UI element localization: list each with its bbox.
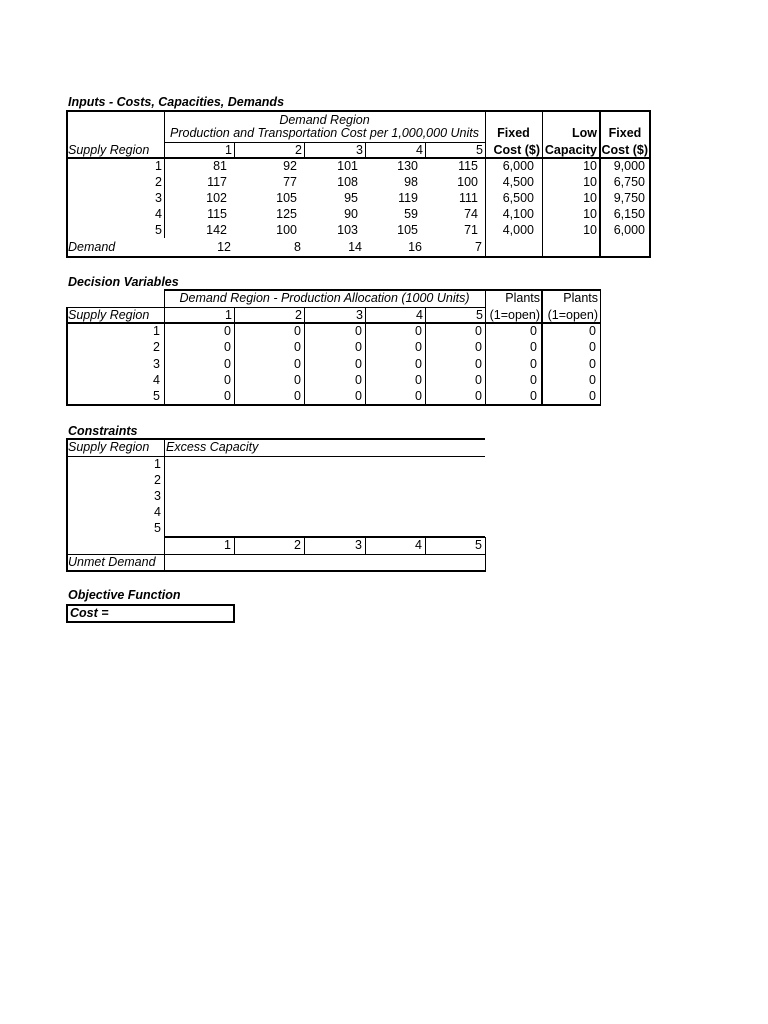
allocation-cell: 0 [294, 389, 301, 403]
cost-cell: 105 [276, 191, 297, 205]
objective-function-section-title: Objective Function [68, 588, 181, 602]
supply-region-label: 1 [155, 159, 162, 173]
allocation-cell: 0 [224, 324, 231, 338]
grid-line [304, 142, 305, 158]
allocation-cell: 0 [415, 373, 422, 387]
grid-line [66, 404, 601, 406]
grid-line [234, 537, 235, 554]
supply-region-header: Supply Region [68, 143, 150, 157]
allocation-header: Demand Region - Production Allocation (1000 Units) [179, 291, 470, 305]
low-capacity-cell: 10 [583, 159, 597, 173]
cost-cell: 100 [276, 223, 297, 237]
allocation-cell: 0 [415, 357, 422, 371]
grid-line [66, 256, 651, 258]
cost-cell: 59 [404, 207, 418, 221]
cost-header-line1: Demand Region [279, 113, 370, 127]
supply-region-header: Supply Region [68, 440, 150, 454]
demand-region-column-header: 4 [416, 143, 423, 157]
demand-region-column-header: 3 [356, 143, 363, 157]
grid-line [304, 537, 305, 554]
plant-open-cell: 0 [530, 373, 537, 387]
grid-line [164, 111, 165, 238]
allocation-cell: 0 [355, 389, 362, 403]
fixed-cost-2-cell: 6,750 [613, 175, 645, 189]
grid-line [599, 111, 601, 257]
supply-region-label: 3 [155, 191, 162, 205]
demand-region-column-header: 1 [225, 308, 232, 322]
allocation-cell: 0 [475, 324, 482, 338]
supply-region-label: 4 [155, 207, 162, 221]
fixed-cost-cell: 4,100 [502, 207, 534, 221]
plant-open-cell: 0 [530, 357, 537, 371]
low-capacity-header: Capacity [544, 143, 597, 157]
plant-open-cell: 0 [589, 373, 596, 387]
allocation-cell: 0 [475, 340, 482, 354]
low-capacity-cell: 10 [583, 223, 597, 237]
allocation-cell: 0 [415, 324, 422, 338]
fixed-cost-header: Fixed [497, 126, 530, 140]
supply-region-label: 3 [153, 357, 160, 371]
cost-cell: 74 [464, 207, 478, 221]
cost-cell: 95 [344, 191, 358, 205]
grid-line [66, 307, 68, 406]
grid-line [365, 537, 366, 554]
demand-region-column-header: 4 [415, 538, 422, 552]
plant-open-cell: 0 [530, 324, 537, 338]
cost-cell: 119 [398, 191, 418, 205]
grid-line [485, 111, 486, 257]
plant-open-cell: 0 [530, 340, 537, 354]
grid-line [425, 142, 426, 158]
supply-region-header: Supply Region [68, 308, 150, 322]
demand-cell: 7 [475, 240, 482, 254]
demand-region-column-header: 4 [416, 308, 423, 322]
allocation-cell: 0 [475, 357, 482, 371]
cost-cell: 125 [276, 207, 297, 221]
cost-cell: 105 [397, 223, 418, 237]
allocation-cell: 0 [294, 340, 301, 354]
inputs-section-title: Inputs - Costs, Capacities, Demands [68, 95, 285, 109]
plant-open-cell: 0 [589, 389, 596, 403]
plant-open-cell: 0 [589, 324, 596, 338]
demand-label: Demand [68, 240, 116, 254]
allocation-cell: 0 [294, 373, 301, 387]
supply-region-label: 4 [153, 373, 160, 387]
grid-line [66, 570, 486, 572]
cost-cell: 92 [283, 159, 297, 173]
low-capacity-cell: 10 [583, 191, 597, 205]
grid-line [485, 554, 486, 571]
supply-region-label: 1 [154, 457, 161, 471]
grid-line [66, 157, 651, 159]
grid-line [234, 307, 235, 405]
plants-open-header: (1=open) [547, 308, 598, 322]
cost-cell: 108 [337, 175, 358, 189]
supply-region-label: 2 [155, 175, 162, 189]
decision-variables-section-title: Decision Variables [68, 275, 179, 289]
supply-region-label: 2 [153, 340, 160, 354]
allocation-cell: 0 [224, 389, 231, 403]
supply-region-label: 5 [154, 521, 161, 535]
demand-region-column-header: 3 [356, 308, 363, 322]
plants-open-header: (1=open) [489, 308, 540, 322]
grid-line [66, 322, 601, 324]
grid-line [365, 142, 366, 158]
allocation-cell: 0 [294, 324, 301, 338]
plants-open-header: Plants [563, 291, 598, 305]
fixed-cost-header: Cost ($) [493, 143, 540, 157]
grid-line [234, 142, 235, 158]
fixed-cost-2-header: Fixed [608, 126, 642, 140]
fixed-cost-2-cell: 9,750 [613, 191, 645, 205]
fixed-cost-cell: 6,500 [502, 191, 534, 205]
demand-cell: 16 [408, 240, 422, 254]
plants-open-header: Plants [505, 291, 540, 305]
allocation-cell: 0 [475, 389, 482, 403]
constraints-section-title: Constraints [68, 424, 138, 438]
grid-line [600, 290, 601, 406]
grid-line [485, 537, 486, 554]
allocation-cell: 0 [415, 340, 422, 354]
grid-line [164, 439, 165, 571]
cost-cell: 102 [206, 191, 227, 205]
allocation-cell: 0 [224, 340, 231, 354]
low-capacity-cell: 10 [583, 207, 597, 221]
cost-cell: 130 [397, 159, 418, 173]
cost-cell: 101 [337, 159, 358, 173]
excess-capacity-header: Excess Capacity [166, 440, 259, 454]
allocation-cell: 0 [475, 373, 482, 387]
cost-cell: 77 [283, 175, 297, 189]
demand-region-column-header: 5 [476, 308, 483, 322]
allocation-cell: 0 [224, 357, 231, 371]
unmet-demand-label: Unmet Demand [68, 555, 156, 569]
supply-region-label: 4 [154, 505, 161, 519]
cost-cell: 71 [464, 223, 478, 237]
grid-line [649, 110, 651, 258]
fixed-cost-2-cell: 6,150 [613, 207, 645, 221]
cost-cell: 98 [404, 175, 418, 189]
supply-region-label: 1 [153, 324, 160, 338]
cost-cell: 81 [213, 159, 227, 173]
supply-region-label: 2 [154, 473, 161, 487]
grid-line [66, 438, 485, 440]
cost-header-line2: Production and Transportation Cost per 1,000,000 Units [170, 126, 479, 140]
allocation-cell: 0 [355, 357, 362, 371]
cost-cell: 117 [207, 175, 227, 189]
low-capacity-cell: 10 [583, 175, 597, 189]
allocation-cell: 0 [355, 324, 362, 338]
cost-cell: 90 [344, 207, 358, 221]
plant-open-cell: 0 [589, 340, 596, 354]
supply-region-label: 5 [155, 223, 162, 237]
fixed-cost-cell: 4,500 [502, 175, 534, 189]
grid-line [66, 456, 485, 457]
cost-cell: 115 [207, 207, 227, 221]
supply-region-label: 3 [154, 489, 161, 503]
demand-region-column-header: 2 [295, 143, 302, 157]
demand-region-column-header: 5 [475, 538, 482, 552]
demand-region-column-header: 1 [224, 538, 231, 552]
demand-region-column-header: 3 [355, 538, 362, 552]
objective-cost-label: Cost = [70, 606, 109, 620]
demand-cell: 14 [348, 240, 362, 254]
allocation-cell: 0 [294, 357, 301, 371]
fixed-cost-2-cell: 6,000 [613, 223, 645, 237]
demand-cell: 8 [294, 240, 301, 254]
grid-line [541, 290, 543, 405]
supply-region-label: 5 [153, 389, 160, 403]
demand-region-column-header: 2 [295, 308, 302, 322]
demand-region-column-header: 1 [225, 143, 232, 157]
grid-line [66, 554, 485, 555]
plant-open-cell: 0 [589, 357, 596, 371]
grid-line [66, 110, 651, 112]
grid-line [542, 111, 543, 257]
fixed-cost-2-cell: 9,000 [613, 159, 645, 173]
grid-line [66, 307, 485, 308]
grid-line [66, 438, 68, 572]
cost-cell: 142 [206, 223, 227, 237]
grid-line [304, 307, 305, 405]
demand-cell: 12 [217, 240, 231, 254]
fixed-cost-cell: 6,000 [502, 159, 534, 173]
demand-region-column-header: 5 [476, 143, 483, 157]
grid-line [425, 307, 426, 405]
grid-line [164, 290, 165, 405]
fixed-cost-cell: 4,000 [502, 223, 534, 237]
grid-line [164, 289, 601, 291]
allocation-cell: 0 [224, 373, 231, 387]
grid-line [365, 307, 366, 405]
grid-line [485, 290, 486, 405]
cost-cell: 115 [458, 159, 478, 173]
grid-line [66, 110, 68, 258]
allocation-cell: 0 [355, 340, 362, 354]
demand-region-column-header: 2 [294, 538, 301, 552]
allocation-cell: 0 [355, 373, 362, 387]
cost-cell: 100 [457, 175, 478, 189]
plant-open-cell: 0 [530, 389, 537, 403]
cost-cell: 103 [337, 223, 358, 237]
cost-cell: 111 [458, 191, 478, 205]
grid-line [164, 536, 485, 538]
grid-line [425, 537, 426, 554]
grid-line [164, 142, 485, 143]
allocation-cell: 0 [415, 389, 422, 403]
fixed-cost-2-header: Cost ($) [601, 143, 648, 157]
low-capacity-header: Low [572, 126, 597, 140]
